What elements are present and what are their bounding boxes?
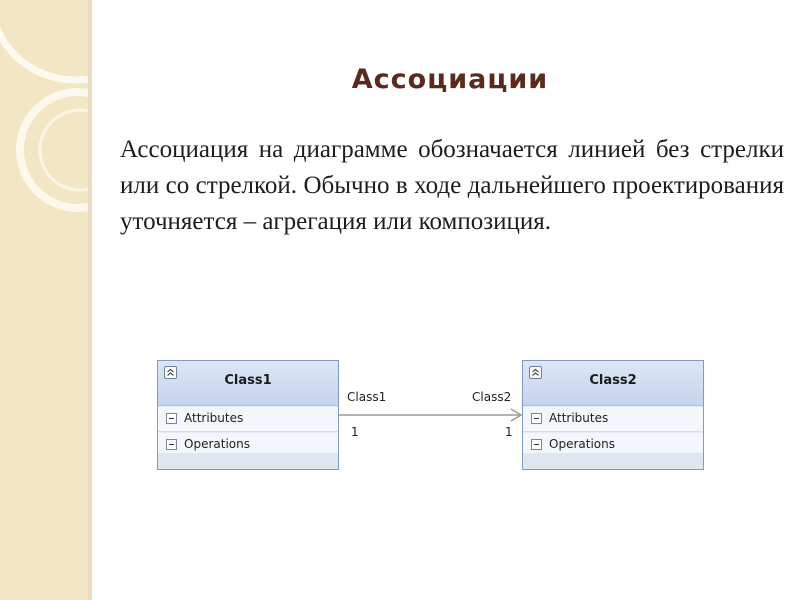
association-target-role: Class2 <box>472 390 512 404</box>
compartment-attributes[interactable] <box>523 407 703 432</box>
slide-body-text: Ассоциация на диаграмме обозначается линией без стрелки или со стрелкой. Обычно в ходе дальнейшего проектирования уточняется – агрегация или композиция. <box>120 136 784 235</box>
minus-icon[interactable] <box>166 439 177 450</box>
association-line[interactable] <box>339 405 523 425</box>
class-name: Class2 <box>589 373 637 388</box>
compartment-attributes[interactable] <box>158 407 338 432</box>
uml-class-footer <box>158 453 338 469</box>
association-source-multiplicity: 1 <box>351 425 359 439</box>
compartment-label: Attributes <box>184 411 244 425</box>
class-name: Class1 <box>224 373 272 388</box>
minus-icon[interactable] <box>531 413 542 424</box>
slide-title: Ассоциации <box>351 64 549 95</box>
compartment-label: Operations <box>184 437 250 451</box>
minus-icon[interactable] <box>531 439 542 450</box>
uml-class-1[interactable] <box>157 360 339 470</box>
uml-class-2[interactable] <box>522 360 704 470</box>
uml-class-header <box>158 361 338 406</box>
compartment-label: Operations <box>549 437 615 451</box>
association-source-role: Class1 <box>347 390 387 404</box>
association-target-multiplicity: 1 <box>505 425 513 439</box>
compartment-label: Attributes <box>549 411 609 425</box>
uml-class-footer <box>523 453 703 469</box>
uml-class-header <box>523 361 703 406</box>
minus-icon[interactable] <box>166 413 177 424</box>
